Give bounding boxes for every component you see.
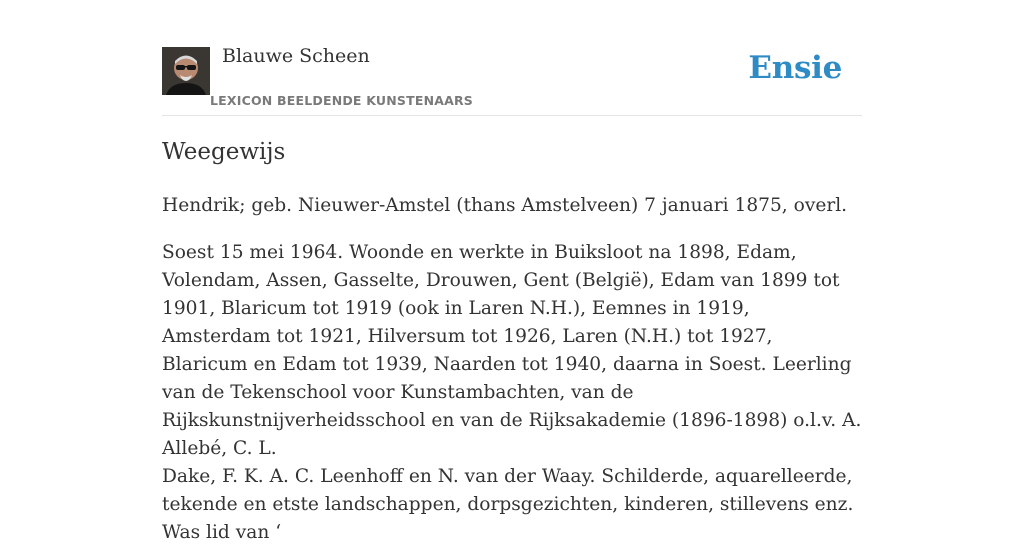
- article-paragraph: Hendrik; geb. Nieuwer-Amstel (thans Amstelveen) 7 januari 1875, overl.: [162, 195, 848, 216]
- brand-logo[interactable]: Ensie: [748, 50, 842, 86]
- article-paragraph: Dake, F. K. A. C. Leenhoff en N. van der Waay. Schilderde, aquarelleerde, tekende en etste landschappen, dorpsgezichten, kinderen, stillevens enz. Was lid van ‘: [162, 466, 854, 543]
- article-paragraph: Soest 15 mei 1964. Woonde en werkte in Buiksloot na 1898, Edam, Volendam, Assen, Gasselte, Drouwen, Gent (België), Edam van 1899 tot 1901, Blaricum tot 1919 (ook in Laren N.H.), Eemnes in 1919, Amsterdam tot 1921, Hilversum tot 1926, Laren (N.H.) tot 1927, Blaricum en Edam tot 1939, Naarden tot 1940, daarna in Soest. Leerling van de Tekenschool voor Kunstambachten, van de Rijkskunstnijverheidsschool en van de Rijksakademie (1896-1898) o.l.v. A. Allebé, C. L.: [162, 242, 862, 459]
- author-name[interactable]: Blauwe Scheen: [222, 45, 370, 67]
- category-label[interactable]: LEXICON BEELDENDE KUNSTENAARS: [210, 93, 474, 108]
- header: [162, 0, 862, 116]
- avatar-image: [162, 47, 210, 95]
- avatar[interactable]: [162, 47, 210, 95]
- article-title: Weegewijs: [162, 139, 286, 165]
